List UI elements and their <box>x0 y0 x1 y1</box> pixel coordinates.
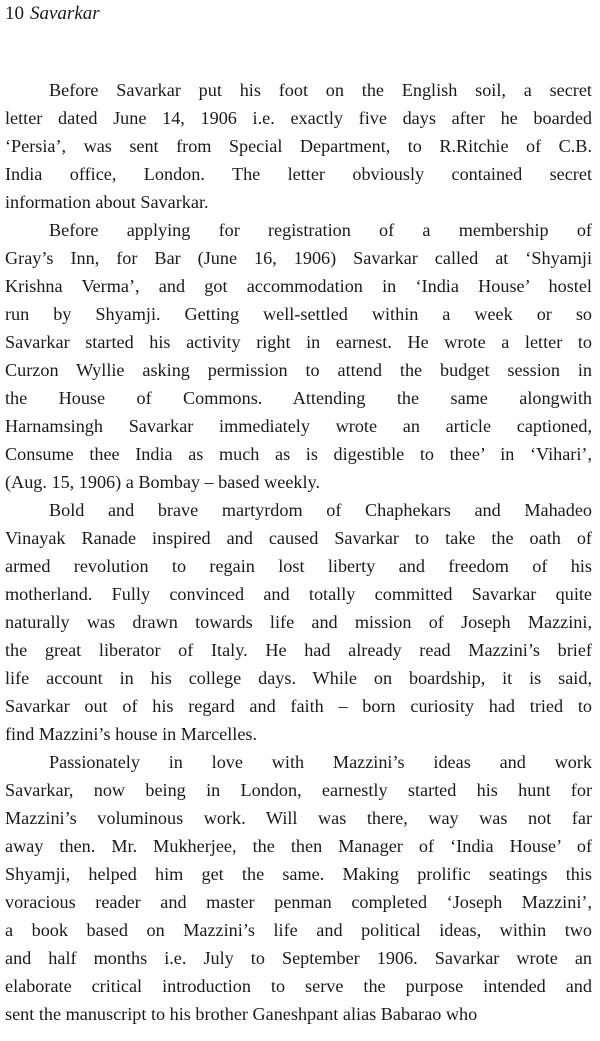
body-text <box>5 76 592 1028</box>
text-line: information about Savarkar. <box>5 192 209 212</box>
text-line: Bold and brave martyrdom of Chaphekars and Mahadeo <box>49 500 592 520</box>
paragraph <box>5 496 592 748</box>
text-line: Curzon Wyllie asking permission to attend the budget session in <box>5 360 592 380</box>
text-line: (Aug. 15, 1906) a Bombay – based weekly. <box>5 472 321 492</box>
text-line: Shyamji, helped him get the same. Making prolific seatings this <box>5 864 592 884</box>
page-number: 10 <box>5 3 24 24</box>
paragraph <box>5 216 592 496</box>
text-line: the great liberator of Italy. He had already read Mazzini’s brief <box>5 640 592 660</box>
text-line: sent the manuscript to his brother Ganeshpant alias Babarao who <box>5 1004 478 1024</box>
text-line: elaborate critical introduction to serve the purpose intended and <box>5 976 592 996</box>
text-line: Passionately in love with Mazzini’s ideas and work <box>49 752 592 772</box>
text-line: Savarkar, now being in London, earnestly started his hunt for <box>5 780 592 800</box>
text-line: ‘Persia’, was sent from Special Department, to R.Ritchie of C.B. <box>5 136 592 156</box>
running-header <box>5 2 100 26</box>
text-line: naturally was drawn towards life and mission of Joseph Mazzini, <box>5 612 592 632</box>
text-line: Krishna Verma’, and got accommodation in ‘India House’ hostel <box>5 276 592 296</box>
paragraph <box>5 76 592 216</box>
text-line: the House of Commons. Attending the same alongwith <box>5 388 592 408</box>
text-line: Consume thee India as much as is digestible to thee’ in ‘Vihari’, <box>5 444 592 464</box>
running-title: Savarkar <box>30 3 100 24</box>
text-line: Savarkar out of his regard and faith – born curiosity had tried to <box>5 696 592 716</box>
text-line: find Mazzini’s house in Marcelles. <box>5 724 258 744</box>
text-line: India office, London. The letter obviously contained secret <box>5 164 592 184</box>
text-line: Gray’s Inn, for Bar (June 16, 1906) Savarkar called at ‘Shyamji <box>5 248 592 268</box>
text-line: voracious reader and master penman completed ‘Joseph Mazzini’, <box>5 892 592 912</box>
text-line: and half months i.e. July to September 1906. Savarkar wrote an <box>5 948 592 968</box>
text-line: Savarkar started his activity right in earnest. He wrote a letter to <box>5 332 592 352</box>
text-line: Before applying for registration of a membership of <box>49 220 592 240</box>
text-line: life account in his college days. While on boardship, it is said, <box>5 668 592 688</box>
text-line: away then. Mr. Mukherjee, the then Manager of ‘India House’ of <box>5 836 592 856</box>
text-line: Harnamsingh Savarkar immediately wrote an article captioned, <box>5 416 592 436</box>
text-line: a book based on Mazzini’s life and political ideas, within two <box>5 920 592 940</box>
text-line: motherland. Fully convinced and totally committed Savarkar quite <box>5 584 592 604</box>
text-line: run by Shyamji. Getting well-settled within a week or so <box>5 304 592 324</box>
text-line: Before Savarkar put his foot on the English soil, a secret <box>49 80 592 100</box>
text-line: armed revolution to regain lost liberty and freedom of his <box>5 556 592 576</box>
text-line: Vinayak Ranade inspired and caused Savarkar to take the oath of <box>5 528 592 548</box>
paragraph <box>5 748 592 1028</box>
text-line: Mazzini’s voluminous work. Will was there, way was not far <box>5 808 592 828</box>
text-line: letter dated June 14, 1906 i.e. exactly five days after he boarded <box>5 108 592 128</box>
